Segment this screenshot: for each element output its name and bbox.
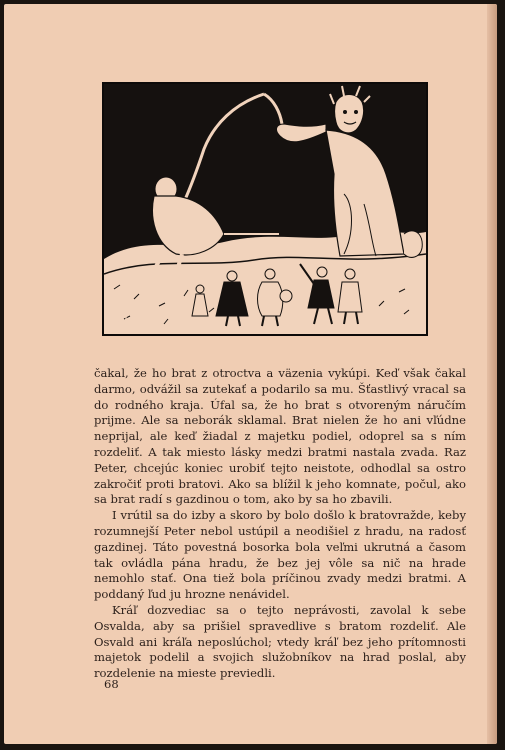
body-text xyxy=(94,366,466,682)
page-number: 68 xyxy=(104,677,119,691)
page-gutter-shadow xyxy=(487,4,497,744)
paragraph-1: čakal, že ho brat z otroctva a väzenia vykúpi. Keď však čakal darmo, odvážil sa zutekať a podarilo sa mu. Šťastlivý vracal sa do rodného kraja. Úfal sa, že ho brat s otvoreným náručím prijme. Ale sa neborák sklamal. Brat nielen že ho ani vľúdne neprijal, ale keď žiadal z majetku podiel, odoprel sa s ním rozdeliť. A tak miesto lásky medzi bratmi nastala zvada. Raz Peter, chcejúc koniec urobiť tejto neistote, odhodlal sa ostro zakročiť proti bratovi. Ako sa blížil k jeho komnate, počul, ako sa brat radí s gazdinou o tom, ako by sa ho zbavili. xyxy=(94,366,466,507)
illustrator-signature: H xyxy=(118,311,129,325)
paragraph-3: Kráľ dozvediac sa o tejto neprávosti, zavolal k sebe Osvalda, aby sa prišiel spravedlive s bratom rozdeliť. Ale Osvald ani kráľa neposlúchol; vtedy kráľ bez jeho prítomnosti majetok podelil a svojich služobníkov na hrad poslal, aby rozdelenie na mieste previedli. xyxy=(94,602,466,681)
book-page xyxy=(4,4,497,744)
illustration xyxy=(102,82,428,336)
paragraph-2: I vrútil sa do izby a skoro by bolo došlo k bratovražde, keby rozumnejší Peter nebol ustúpil a neodišiel z hradu, na radosť gazdinej. Táto povestná bosorka bola veľmi ukrutná a časom tak ovládla pána hradu, že bez jej vôle sa nič na hrade nemohlo stať. Ona tiež bola príčinou zvady medzi bratmi. A poddaný ľud ju hrozne nenávidel. xyxy=(94,508,466,602)
illustration-drawing xyxy=(104,84,426,334)
